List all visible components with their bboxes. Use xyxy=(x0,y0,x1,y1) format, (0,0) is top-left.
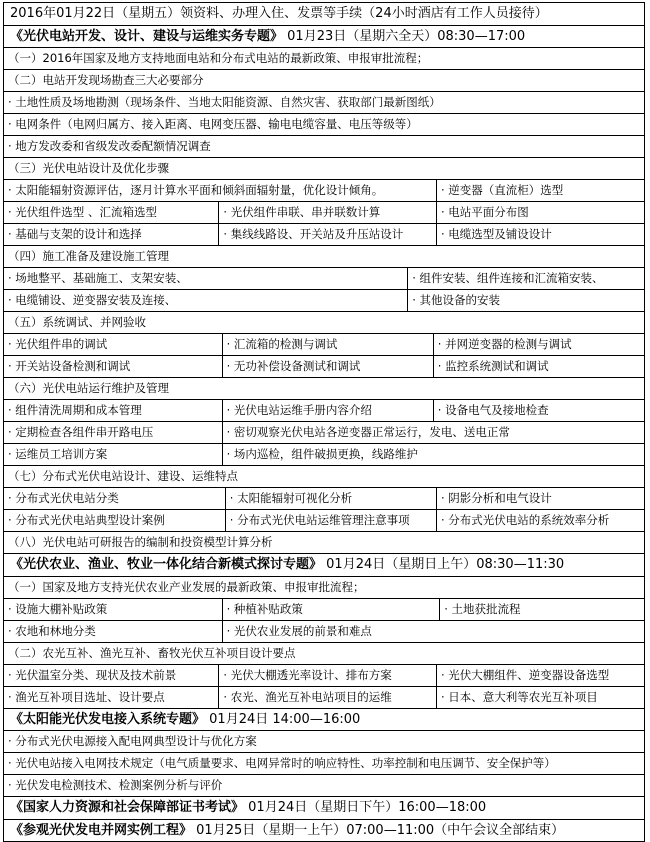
topic-item: · 组件清洗周期和成本管理 xyxy=(8,403,142,417)
schedule-row xyxy=(4,47,644,69)
schedule-row xyxy=(4,289,644,311)
topic-item: · 土地获批流程 xyxy=(439,599,644,620)
topic-item: · 组件安装、组件连接和汇流箱安装、 xyxy=(407,268,644,289)
section-heading: （五）系统调试、并网验收 xyxy=(8,315,146,329)
section-heading: （六）光伏电站运行维护及管理 xyxy=(8,381,169,395)
schedule-row xyxy=(4,355,644,377)
topic-item: · 电网条件（电网归属方、接入距离、电网变压器、输电电缆容量、电压等级等） xyxy=(8,117,418,131)
session-title: 《国家人力资源和社会保障部证书考试》 xyxy=(10,800,245,815)
topic-item: · 光伏组件串的调试 xyxy=(8,337,108,351)
topic-item: · 光伏大棚组件、逆变器设备选型 xyxy=(436,665,644,686)
section-heading: （二）电站开发现场勘查三大必要部分 xyxy=(8,73,204,87)
topic-item: · 分布式光伏电站典型设计案例 xyxy=(8,513,165,527)
topic-item: · 监控系统测试和调试 xyxy=(433,356,644,377)
topic-item: · 定期检查各组件串开路电压 xyxy=(8,425,154,439)
topic-item: · 逆变器（直流柜）选型 xyxy=(436,180,644,201)
session-time: 01月24日（星期日上午）08:30—11:30 xyxy=(322,557,565,572)
schedule-row xyxy=(4,487,644,509)
schedule-row xyxy=(4,730,644,752)
topic-item: · 光伏电站运维手册内容介绍 xyxy=(222,400,433,421)
section-heading: （一）国家及地方支持光伏农业产业发展的最新政策、申报审批流程； xyxy=(8,579,365,594)
session-heading xyxy=(4,554,644,576)
schedule-row xyxy=(4,752,644,774)
topic-item: · 基础与支架的设计和选择 xyxy=(8,227,142,241)
schedule-row xyxy=(4,333,644,355)
schedule-row xyxy=(4,642,644,664)
section-heading: （三）光伏电站设计及优化步骤 xyxy=(8,161,169,175)
topic-item: · 开关站设备检测和调试 xyxy=(8,359,131,373)
topic-item: · 光伏温室分类、现状及技术前景 xyxy=(8,667,177,682)
topic-item: · 其他设备的安装 xyxy=(407,290,644,311)
topic-item: · 分布式光伏电站运维管理注意事项 xyxy=(225,510,436,531)
schedule-row xyxy=(4,686,644,708)
session-title-row xyxy=(4,708,644,731)
schedule-row xyxy=(4,69,644,91)
schedule-row xyxy=(4,664,644,686)
topic-item: · 分布式光伏电源接入配电网典型设计与优化方案 xyxy=(8,734,257,748)
schedule-row xyxy=(4,223,644,245)
session-heading xyxy=(4,26,644,48)
topic-item: · 集线线路设、开关站及升压站设计 xyxy=(218,224,436,245)
session-time: 01月23日（星期六全天）08:30—17:00 xyxy=(283,28,526,44)
topic-item: · 光伏农业发展的前景和难点 xyxy=(222,621,644,642)
topic-item: · 地方发改委和省级发改委配额情况调查 xyxy=(8,139,211,153)
section-heading: （八）光伏电站可研报告的编制和投资模型计算分析 xyxy=(8,535,273,549)
header-line: 2016年01月22日（星期五）领资料、办理入住、发票等手续（24小时酒店有工作人员接待） xyxy=(10,6,548,21)
schedule-row xyxy=(4,377,644,399)
topic-item: · 光伏电站接入电网技术规定（电气质量要求、电网异常时的响应特性、功率控制和电压调节、安全保护等） xyxy=(8,756,556,770)
topic-item: · 阴影分析和电气设计 xyxy=(436,488,644,509)
schedule-row xyxy=(4,113,644,135)
schedule-row xyxy=(4,421,644,443)
session-title-row xyxy=(4,796,644,819)
topic-item: · 并网逆变器的检测与调试 xyxy=(433,334,644,355)
schedule-row xyxy=(4,399,644,421)
schedule-row xyxy=(4,620,644,642)
session-title: 《参观光伏发电并网实例工程》 xyxy=(10,822,193,838)
schedule-row xyxy=(4,774,644,796)
schedule-row xyxy=(4,245,644,267)
topic-item: · 设施大棚补贴政策 xyxy=(8,601,108,616)
session-time: 01月25日（星期一上午）07:00—11:00（中午会议全部结束） xyxy=(192,822,565,838)
schedule-row xyxy=(4,509,644,531)
section-heading: （七）分布式光伏电站设计、建设、运维特点 xyxy=(8,469,238,483)
schedule-row xyxy=(4,443,644,465)
topic-item: · 分布式光伏电站分类 xyxy=(8,491,119,505)
schedule-table xyxy=(3,2,645,842)
session-title: 《光伏电站开发、设计、建设与运维实务专题》 xyxy=(10,28,284,44)
topic-item: · 场内巡检，组件破损更换，线路维护 xyxy=(222,444,644,465)
section-heading: （四）施工准备及建设施工管理 xyxy=(8,249,169,263)
topic-item: · 农地和林地分类 xyxy=(8,623,96,638)
schedule-row xyxy=(4,531,644,553)
topic-item: · 光伏发电检测技术、检测案例分析与评价 xyxy=(8,778,223,792)
session-title-row xyxy=(4,25,644,48)
schedule-row xyxy=(4,157,644,179)
topic-item: · 电缆铺设、逆变器安装及连接、 xyxy=(8,293,177,307)
topic-item: · 电缆选型及铺设设计 xyxy=(436,224,644,245)
topic-item: · 种植补贴政策 xyxy=(222,599,440,620)
schedule-row xyxy=(4,201,644,223)
session-title: 《光伏农业、渔业、牧业一体化结合新模式探讨专题》 xyxy=(10,557,323,572)
session-time: 01月24日（星期日下午）16:00—18:00 xyxy=(244,800,487,815)
topic-item: · 无功补偿设备测试和调试 xyxy=(222,356,433,377)
topic-item: · 电站平面分布图 xyxy=(436,202,644,223)
topic-item: · 农光、渔光互补电站项目的运维 xyxy=(218,687,436,708)
schedule-row xyxy=(4,598,644,620)
schedule-row xyxy=(4,311,644,333)
topic-item: · 日本、意大利等农光互补项目 xyxy=(436,687,644,708)
schedule-row xyxy=(4,135,644,157)
topic-item: · 分布式光伏电站的系统效率分析 xyxy=(436,510,644,531)
session-title-row xyxy=(4,819,644,842)
section-heading: （一）2016年国家及地方支持地面电站和分布式电站的最新政策、申报审批流程； xyxy=(8,51,429,65)
topic-item: · 光伏组件串联、串并联数计算 xyxy=(218,202,436,223)
session-heading xyxy=(4,797,644,819)
topic-item: · 光伏组件选型 、汇流箱选型 xyxy=(8,205,157,219)
schedule-row xyxy=(4,576,644,598)
session-title-row xyxy=(4,553,644,576)
topic-item: · 光伏大棚透光率设计、排布方案 xyxy=(218,665,436,686)
schedule-row xyxy=(4,465,644,487)
schedule-row xyxy=(4,91,644,113)
topic-item: · 太阳能辐射可视化分析 xyxy=(225,488,436,509)
session-time: 01月24日 14:00—16:00 xyxy=(205,711,361,727)
header-row xyxy=(4,3,644,25)
schedule-row xyxy=(4,179,644,201)
topic-item: · 密切观察光伏电站各逆变器正常运行，发电、送电正常 xyxy=(222,422,644,443)
topic-item: · 太阳能辐射资源评估，逐月计算水平面和倾斜面辐射量，优化设计倾角。 xyxy=(8,183,384,197)
session-heading xyxy=(4,820,644,842)
topic-item: · 渔光互补项目选址、设计要点 xyxy=(8,689,165,704)
topic-item: · 汇流箱的检测与调试 xyxy=(222,334,433,355)
topic-item: · 土地性质及场地勘测（现场条件、当地太阳能资源、自然灾害、获取部门最新图纸） xyxy=(8,95,441,109)
session-heading xyxy=(4,709,644,731)
schedule-row xyxy=(4,267,644,289)
section-heading: （二）农光互补、渔光互补、畜牧光伏互补项目设计要点 xyxy=(8,645,296,660)
topic-item: · 运维员工培训方案 xyxy=(8,447,108,461)
topic-item: · 场地整平、基础施工、支架安装、 xyxy=(8,271,188,285)
session-title: 《太阳能光伏发电接入系统专题》 xyxy=(10,711,206,727)
topic-item: · 设备电气及接地检查 xyxy=(433,400,644,421)
